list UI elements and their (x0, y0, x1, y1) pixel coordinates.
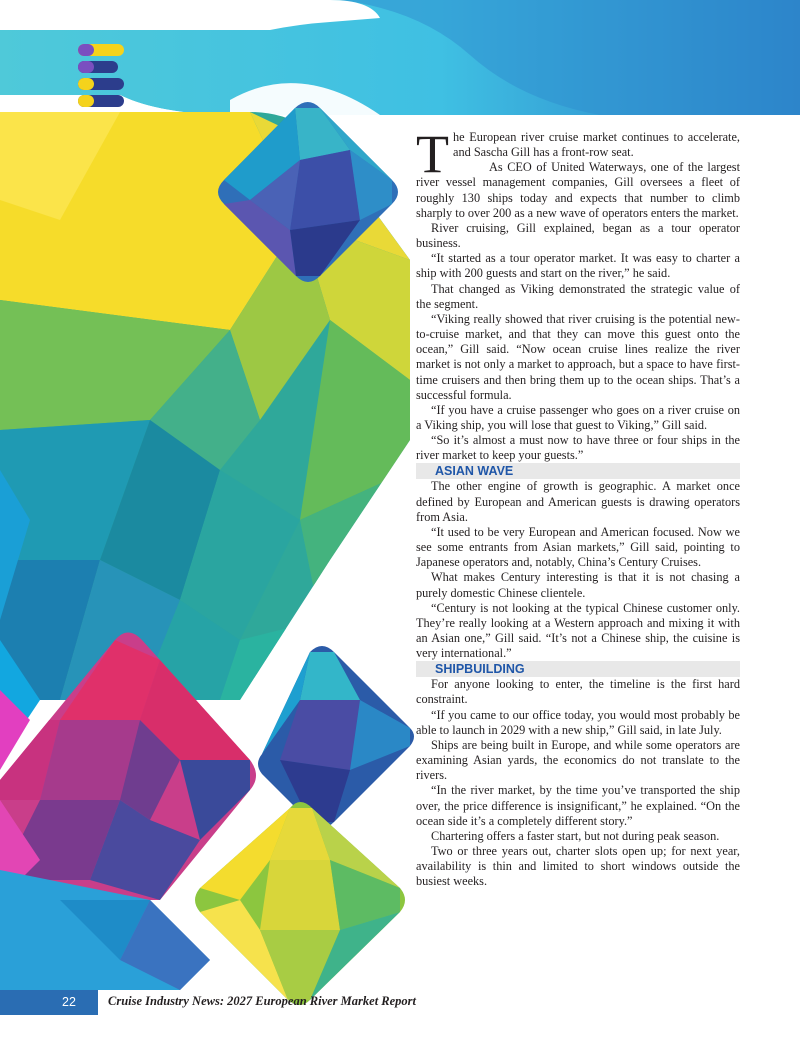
article-paragraph: Chartering offers a faster start, but not during peak season. (431, 828, 720, 843)
article-paragraph: Two or three years out, charter slots open up; for next year, availability is thin and limited to short windows outside the busiest weeks. (416, 844, 740, 889)
article-paragraph: “In the river market, by the time you’ve transported the ship over, the price difference is insignificant,” he explained. “On the ocean side it’s a completely different story.” (416, 783, 740, 828)
article-lede (416, 124, 740, 184)
lede-text: he European river cruise market continues to accelerate, and Sascha Gill has a front-row seat. (453, 130, 740, 160)
article-paragraph: For anyone looking to enter, the timeline is the first hard constraint. (416, 677, 740, 707)
article-paragraph: What makes Century interesting is that it is not chasing a purely domestic Chinese clientele. (416, 570, 740, 600)
article-paragraph: Ships are being built in Europe, and while some operators are examining Asian yards, the economics do not translate to the rivers. (416, 737, 740, 783)
article-paragraph: As CEO of United Waterways, one of the largest river vessel management companies, Gill oversees a fleet of roughly 130 ships today and expects that number to climb sharply to over 200 as a new wave of operators enters the market. (416, 160, 740, 220)
article-paragraph: “So it’s almost a must now to have three or four ships in the river market to keep your guests.” (416, 433, 740, 463)
page-number: 22 (62, 995, 76, 1009)
article-paragraph: “It used to be very European and American focused. Now we see some entrants from Asian markets,” Gill said, pointing to Japanese operators and, notably, China’s Century Cruises. (416, 524, 740, 570)
article-paragraph: That changed as Viking demonstrated the strategic value of the segment. (416, 281, 740, 311)
section-heading-shipbuilding: SHIPBUILDING (416, 661, 740, 677)
publication-title: Cruise Industry News: 2027 European River Market Report (108, 994, 417, 1008)
article-paragraph: “Century is not looking at the typical Chinese customer only. They’re really looking at a Western approach and mixing it with an Asian one,” Gill said. “It’s not a Chinese ship, the cuisine is very international.” (416, 600, 740, 661)
article-paragraph: “If you came to our office today, you would most probably be able to launch in 2029 with a new ship,” Gill said, in late July. (416, 707, 740, 737)
article-paragraph: “If you have a cruise passenger who goes on a river cruise on a Viking ship, you will lose that guest to Viking,” Gill said. (416, 402, 740, 432)
article-paragraph: “Viking really showed that river cruising is the potential new-to-cruise market, and that they can move this guest onto the ocean,” Gill said. “Now ocean cruise lines realize the river market is not only a market to approach, but a space to have first-time cruisers and then bring them up to the ocean ships. That’s a successful formula. (416, 311, 740, 402)
section-heading-asian-wave: ASIAN WAVE (416, 463, 740, 479)
article-paragraph: The other engine of growth is geographic. A market once defined by European and American guests is drawing operators from Asia. (416, 479, 740, 524)
dropcap: T (416, 124, 449, 184)
article-paragraph: River cruising, Gill explained, began as a tour operator business. (416, 220, 740, 251)
logo-icon (78, 44, 126, 108)
article-paragraph: “It started as a tour operator market. It was easy to charter a ship with 200 guests and start on the river,” he said. (416, 251, 740, 281)
article-body (416, 124, 740, 890)
